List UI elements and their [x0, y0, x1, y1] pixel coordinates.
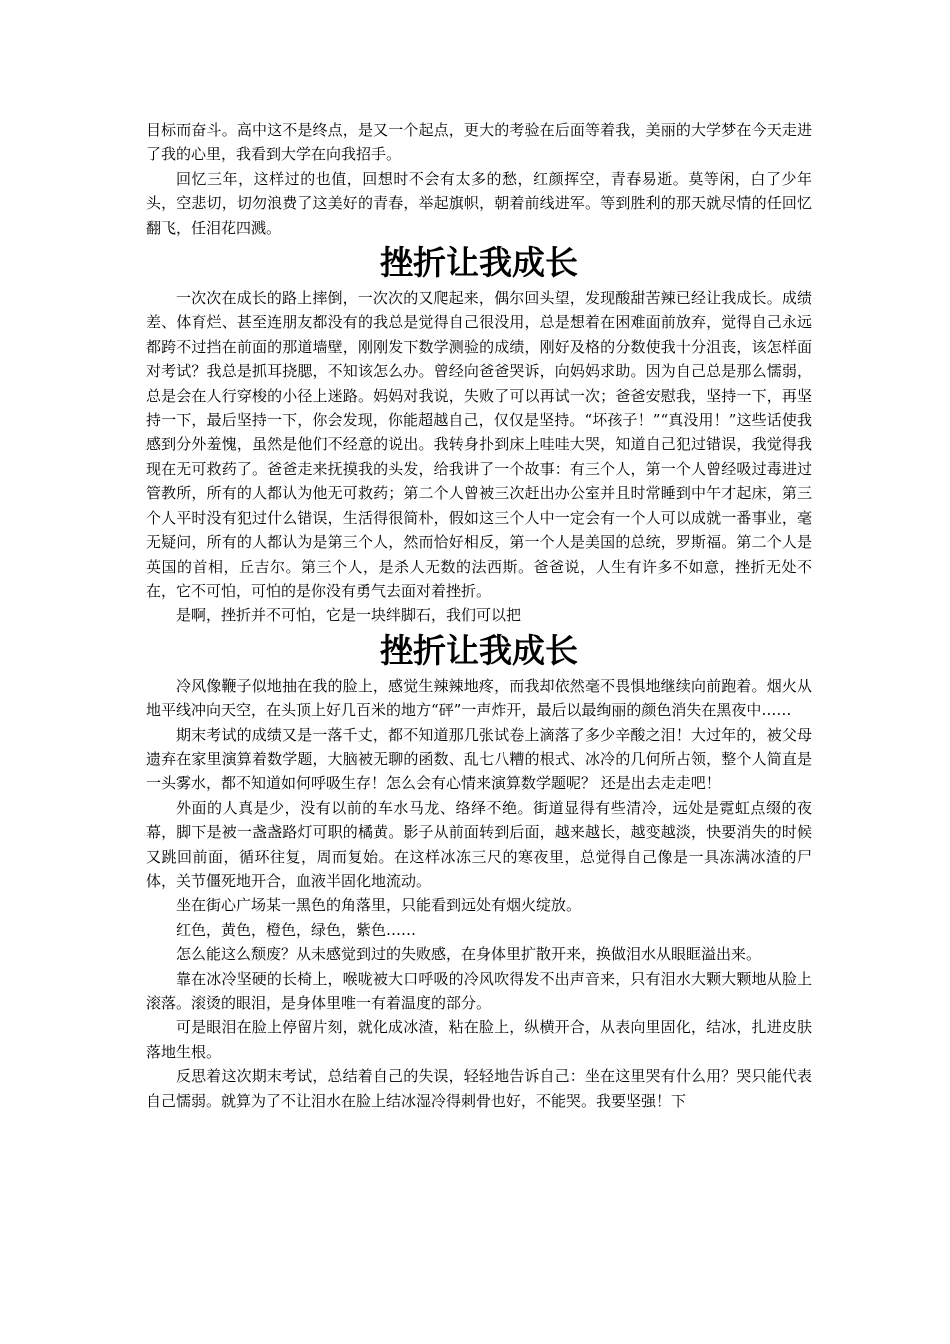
paragraph: 坐在街心广场某一黑色的角落里，只能看到远处有烟火绽放。: [176, 896, 582, 915]
paragraph: 回忆三年，这样过的也值，回想时不会有太多的愁，红颜挥空，青春易逝。莫等闲，白了少年头，空悲切，切勿浪费了这美好的青春，举起旗帜，朝着前线进军。等到胜利的那天就尽情的任回忆翻飞，任泪花四溅。: [146, 169, 812, 237]
paragraph: 目标而奋斗。高中这不是终点，是又一个起点，更大的考验在后面等着我，美丽的大学梦在今天走进了我的心里，我看到大学在向我招手。: [146, 121, 812, 164]
paragraph: 是啊，挫折并不可怕，它是一块绊脚石，我们可以把: [176, 606, 522, 625]
paragraph: 怎么能这么颓废？从未感觉到过的失败感，在身体里扩散开来，换做泪水从眼眶溢出来。: [176, 945, 762, 964]
paragraph: 期末考试的成绩又是一落千丈，都不知道那几张试卷上滴落了多少辛酸之泪！大过年的，被父母遗弃在家里演算着数学题，大脑被无聊的函数、乱七八糟的根式、冰冷的几何所占领，整个人简直是一头雾水，都不知道如何呼吸生存！怎么会有心情来演算数学题呢？ 还是出去走走吧！: [146, 725, 812, 793]
essay-title: 挫折让我成长: [380, 243, 578, 283]
paragraph: 可是眼泪在脸上停留片刻，就化成冰渣，粘在脸上，纵横开合，从表向里固化，结冰，扎进皮肤落地生根。: [146, 1018, 812, 1061]
essay-title: 挫折让我成长: [380, 630, 578, 670]
paragraph: 一次次在成长的路上摔倒，一次次的又爬起来，偶尔回头望，发现酸甜苦辣已经让我成长。成绩差、体育烂、甚至连朋友都没有的我总是觉得自己很没用，总是想着在困难面前放弃，觉得自己永远都跨不过挡在前面的那道墙壁，刚刚发下数学测验的成绩，刚好及格的分数使我十分沮丧，该怎样面对考试？我总是抓耳挠腮，不知该怎么办。曾经向爸爸哭诉，向妈妈求助。因为自己总是那么懦弱，总是会在人行穿梭的小径上迷路。妈妈对我说，失败了可以再试一次；爸爸安慰我，坚持一下，再坚持一下，最后坚持一下，你会发现，你能超越自己，仅仅是坚持。“坏孩子！”“真没用！”这些话使我感到分外羞愧，虽然是他们不经意的说出。我转身扑到床上哇哇大哭，知道自己犯过错误，我觉得我现在无可救药了。爸爸走来抚摸我的头发，给我讲了一个故事：有三个人，第一个人曾经吸过毒进过管教所，所有的人都认为他无可救药；第二个人曾被三次赶出办公室并且时常睡到中午才起床，第三个人平时没有犯过什么错误，生活得很简朴，假如这三个人中一定会有一个人可以成就一番事业，毫无疑问，所有的人都认为是第三个人，然而恰好相反，第一个人是美国的总统，罗斯福。第二个人是英国的首相，丘吉尔。第三个人，是杀人无数的法西斯。爸爸说，人生有许多不如意，挫折无处不在，它不可怕，可怕的是你没有勇气去面对着挫折。: [146, 289, 812, 600]
paragraph: 反思着这次期末考试，总结着自己的失误，轻轻地告诉自己：坐在这里哭有什么用？哭只能代表自己懦弱。就算为了不让泪水在脸上结冰湿冷得刺骨也好，不能哭。我要坚强！下: [146, 1067, 812, 1110]
document-page: [146, 118, 812, 1113]
paragraph: 冷风像鞭子似地抽在我的脸上，感觉生辣辣地疼，而我却依然毫不畏惧地继续向前跑着。烟火从地平线冲向天空，在头顶上好几百米的地方“砰”一声炸开，最后以最绚丽的颜色消失在黑夜中……: [146, 676, 812, 720]
paragraph: 靠在冰冷坚硬的长椅上，喉咙被大口呼吸的冷风吹得发不出声音来，只有泪水大颗大颗地从脸上滚落。滚烫的眼泪，是身体里唯一有着温度的部分。: [146, 969, 812, 1012]
paragraph: 外面的人真是少，没有以前的车水马龙、络绎不绝。街道显得有些清冷，远处是霓虹点缀的夜幕，脚下是被一盏盏路灯可职的橘黄。影子从前面转到后面，越来越长，越变越淡，快要消失的时候又跳回前面，循环往复，周而复始。在这样冰冻三尺的寒夜里，总觉得自己像是一具冻满冰渣的尸体，关节僵死地开合，血液半固化地流动。: [146, 798, 812, 890]
paragraph: 红色，黄色，橙色，绿色，紫色……: [176, 920, 417, 939]
